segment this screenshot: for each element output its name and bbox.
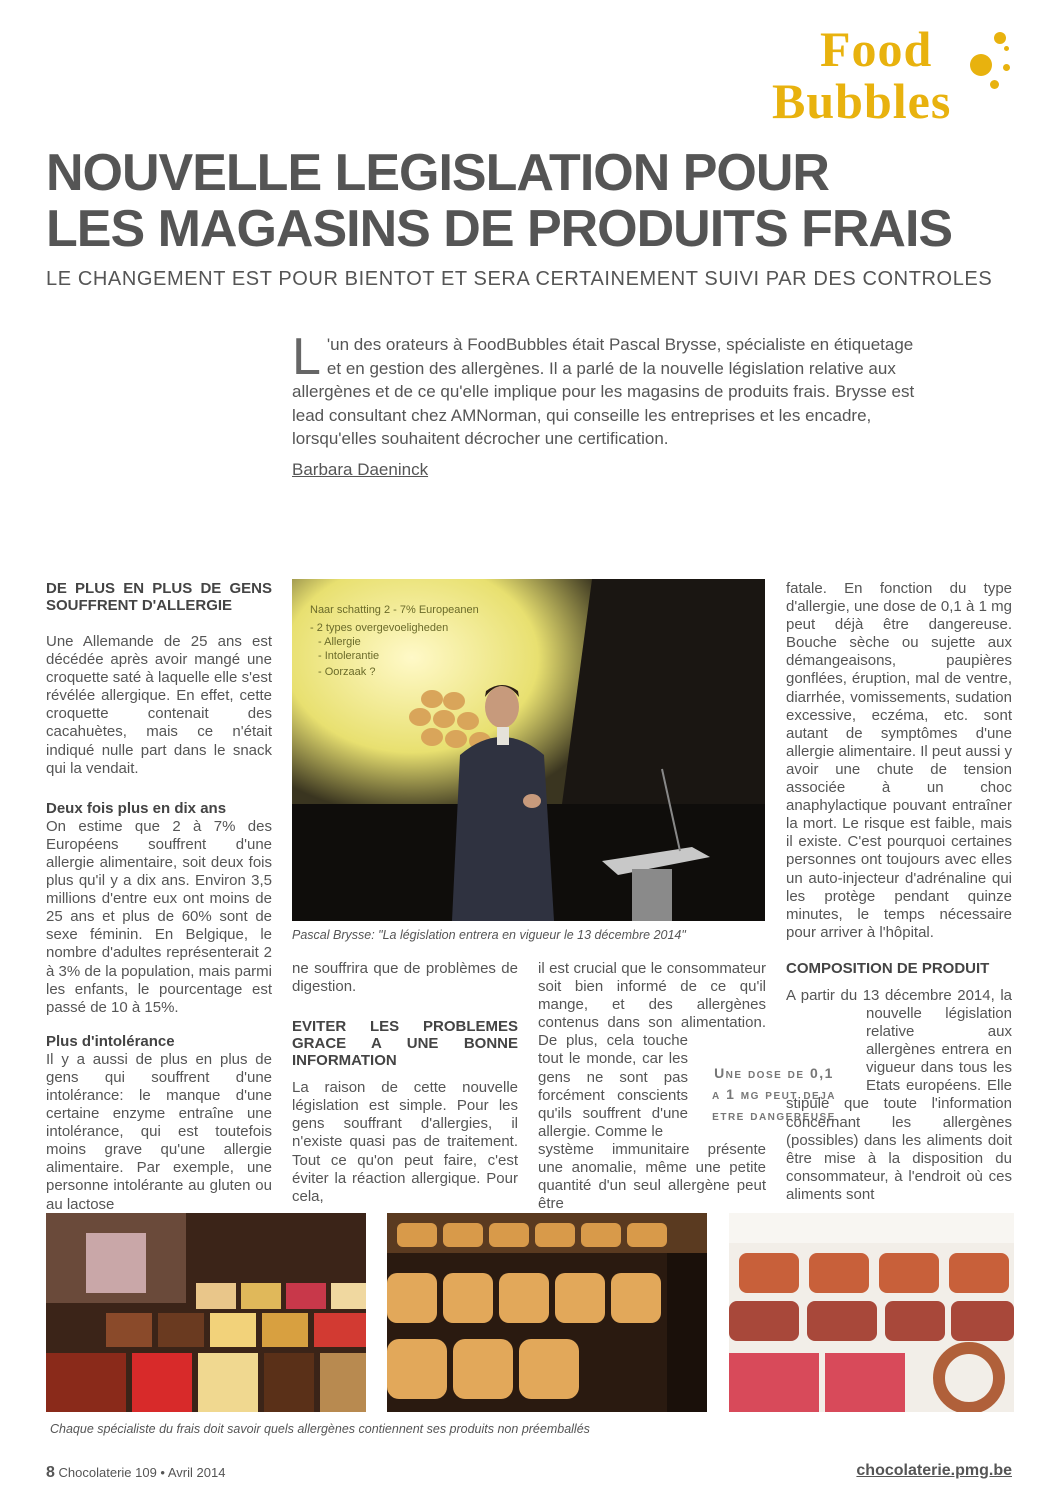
article-title: [46, 145, 1006, 257]
slide-text: - Oorzaak ?: [318, 666, 376, 678]
slide-text: - 2 types overgevoeligheden: [310, 622, 449, 634]
paragraph: système immunitaire présente une anomalie, même une petite quantité d'un seul allergène peut être: [538, 1140, 766, 1213]
bubble-icon: [1003, 64, 1010, 71]
paragraph: ne souffrira que de problèmes de digestion.: [292, 960, 518, 996]
paragraph: fatale. En fonction du type d'allergie, une dose de 0,1 à 1 mg peut déjà être dangereuse. Bouche sèche ou sujette aux démangeaisons, paupières gonflées, éruption, mal de ventre, diarrhée, vomissements, sudation excessive, eczéma, etc. sont autant de symptômes d'une allergie alimentaire. Il peut aussi y avoir une chute de tension associée à un choc anaphylactique pouvant entraîner la mort. Le risque est faible, mais il existe. C'est pourquoi certaines personnes ont toujours avec elles un auto-injecteur d'adrénaline qui les protège pendant quinze minutes, le temps nécessaire pour arriver à l'hôpital.: [786, 580, 1012, 941]
drop-cap: L: [292, 328, 321, 386]
paragraph-text: A partir du 13 décembre 2014, la nouvelle législation relative aux allergènes entrera en vigueur: [786, 986, 1012, 1077]
paragraph-text: dans tous les Etats européens. Elle stipule que toute l'information concernant les allergènes (possibles): [786, 1059, 1013, 1149]
article-subtitle: LE CHANGEMENT EST POUR BIENTOT ET SERA CERTAINEMENT SUIVI PAR DES CONTROLES: [46, 268, 993, 290]
section-heading: DE PLUS EN PLUS DE GENS SOUFFRENT D'ALLERGIE: [46, 580, 272, 614]
bread-display-photo: [387, 1213, 707, 1412]
butcher-display-illustration: [729, 1213, 1014, 1412]
subheading: Deux fois plus en dix ans: [46, 799, 227, 817]
bubble-icon: [1004, 46, 1009, 51]
bubble-icon: [970, 54, 992, 76]
chocolate-display-photo: [46, 1213, 366, 1412]
paragraph: [786, 987, 1012, 1204]
bubble-icon: [990, 80, 999, 89]
intro-paragraph: [292, 328, 922, 451]
slide-text: Naar schatting 2 - 7% Europeanen: [310, 604, 479, 616]
paragraph-text: il est crucial que le consommateur soit bien informé de ce qu'il mange, et des allergènes contenus dans son alimentation. De plus, cela touche tout le monde, car les gens ne sont pas forcément conscients qu'ils souffrent d'une allergie. Comme le: [538, 960, 766, 1140]
author-name[interactable]: Barbara Daeninck: [292, 460, 429, 479]
issue-info: Chocolaterie 109 • Avril 2014: [58, 1465, 226, 1480]
pull-quote-spacer: [786, 1023, 866, 1095]
bottom-caption: Chaque spécialiste du frais doit savoir quels allergènes contiennent ses produits non préemballés: [50, 1422, 590, 1436]
slide-text: - Allergie: [318, 636, 361, 648]
logo-line-2: Bubbles: [772, 73, 952, 129]
speaker-illustration: [292, 579, 765, 921]
slide-text: - Intolerantie: [318, 650, 380, 662]
column-4: [786, 580, 1012, 1204]
logo-line-1: Food: [820, 21, 933, 77]
column-2: [292, 960, 518, 1218]
paragraph-text: dans les aliments doit être mise à la disposition du consommateur, à l'endroit où ces aliments sont: [786, 1131, 1012, 1203]
section-heading: EVITER LES PROBLEMES GRACE A UNE BONNE INFORMATION: [292, 1018, 518, 1070]
pull-quote-line: etre dangereuse: [712, 1107, 836, 1123]
chocolate-display-illustration: [46, 1213, 366, 1412]
foodbubbles-logo: [768, 18, 1028, 138]
footer-left: [46, 1464, 225, 1482]
subheading: Plus d'intolérance: [46, 1032, 175, 1050]
column-1: [46, 580, 272, 1226]
paragraph: Une Allemande de 25 ans est décédée après avoir mangé une croquette saté à laquelle elle s'est révélée allergique. En effet, cette croquette contenait des cacahuètes, mais ce n'était indiqué nulle part dans le snack qui la vendait.: [46, 633, 272, 777]
photo-caption: Pascal Brysse: "La législation entrera en vigueur le 13 décembre 2014": [292, 928, 686, 942]
footer-url[interactable]: chocolaterie.pmg.be: [856, 1462, 1012, 1479]
paragraph: Il y a aussi de plus en plus de gens qui souffrent d'une intolérance: le manque d'une certaine enzyme entraîne une intolérance, qui est toutefois moins grave qu'une allergie alimentaire. Par exemple, une personne intolérante au gluten ou au lactose: [46, 1050, 272, 1213]
paragraph: On estime que 2 à 7% des Européens souffrent d'une allergie alimentaire, soit deux fois plus qu'il y a dix ans. Environ 3,5 millions d'entre eux ont moins de 25 ans et plus de 60% sont de sexe féminin. En Belgique, le nombre d'adultes représenterait 2 à 3% de la population, mais parmi les enfants, le pourcentage est passé de 10 à 15%.: [46, 817, 272, 1016]
title-line-1: NOUVELLE LEGISLATION POUR: [46, 144, 829, 202]
pull-quote-line: a 1 mg peut deja: [711, 1086, 837, 1102]
intro-text: 'un des orateurs à FoodBubbles était Pascal Brysse, spécialiste en étiquetage et en gestion des allergènes. Il a parlé de la nouvelle législation relative aux allergènes et de ce qu'elle implique pour les magasins de produits frais. Brysse est lead consultant chez AMNorman, qui conseille les entreprises et les encadre, lorsqu'elles souhaitent décrocher une certification.: [292, 335, 915, 448]
section-heading: COMPOSITION DE PRODUIT: [786, 959, 990, 977]
paragraph: La raison de cette nouvelle législation est simple. Pour les gens souffrant d'allergies, il n'existe quasi pas de traitement. Tout ce qu'on peut faire, c'est éviter la réaction allergique. Pour cela,: [292, 1079, 518, 1205]
pull-quote-line: Une dose de 0,1: [714, 1065, 834, 1081]
title-line-2: LES MAGASINS DE PRODUITS FRAIS: [46, 200, 953, 258]
butcher-display-photo: [729, 1213, 1014, 1412]
page-number: 8: [46, 1464, 55, 1481]
bread-display-illustration: [387, 1213, 707, 1412]
bubble-icon: [994, 32, 1006, 44]
speaker-photo: [292, 579, 765, 921]
